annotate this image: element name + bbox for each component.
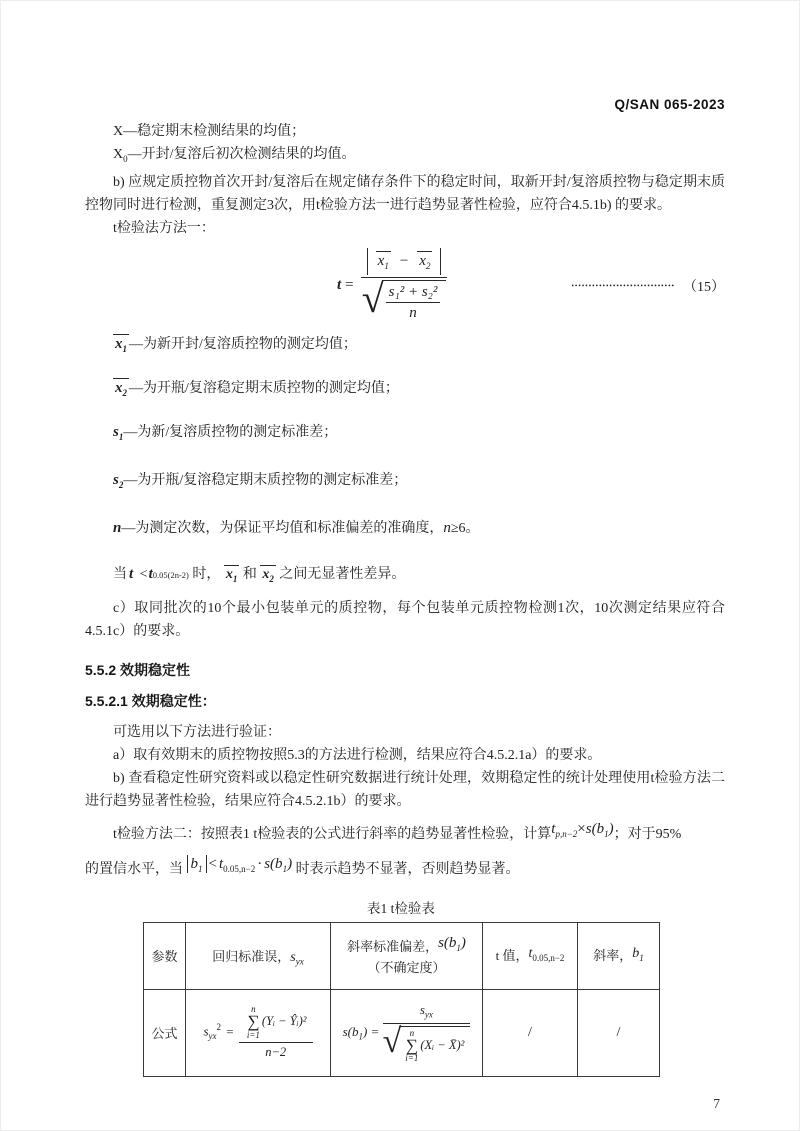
- formula-sb1: $s(b_1)$ = $s_{yx}$ √ n ∑ i=1 (Xᵢ − X̄)²: [331, 989, 483, 1076]
- table-header-row: [144, 922, 660, 989]
- definition-x2: $x_2$ —为开瓶/复溶稳定期末质控物的测定均值；: [115, 379, 399, 398]
- t-method1-label: t检验法方法一：: [113, 220, 215, 236]
- header-cell-sb1: 斜率标准偏差，$s(b_1)$ （不确定度）: [331, 922, 483, 989]
- table-caption: 表1 t检验表: [367, 900, 435, 916]
- formula-15-expression: t = $x_1 - x_2$ √ $\frac{\text{s₁² + s₂²}}{n}$: [337, 248, 447, 323]
- formula-number: （15）: [683, 279, 725, 295]
- definition-n: n—为测定次数，为保证平均值和标准偏差的准确度，n≥6。: [113, 519, 480, 536]
- slope-cell: /: [578, 989, 660, 1076]
- doc-number: Q/SAN 065-2023: [614, 97, 725, 112]
- formula-row-label: 公式: [144, 989, 186, 1076]
- t-test-table: [143, 922, 660, 1077]
- tvalue-cell: /: [483, 989, 578, 1076]
- header-cell-slope: 斜率，$b_1$: [578, 922, 660, 989]
- header-cell-tvalue: t 值，$t_{0.05,n-2}$: [483, 922, 578, 989]
- item-a: a）取有效期末的质控物按照5.3的方法进行检测，结果应符合4.5.2.1a）的要求。: [113, 747, 602, 763]
- heading-5-5-2: 5.5.2 效期稳定性: [85, 661, 191, 678]
- paragraph-b: b) 应规定质控物首次开封/复溶后在规定储存条件下的稳定时间，取新开封/复溶质控物与稳定期末质控物同时进行检测，重复测定3次，用t检验方法一进行趋势显著性检验，应符合4.5.1b) 的要求。: [85, 174, 725, 213]
- page-number: 7: [713, 1096, 720, 1111]
- formula-15: [85, 246, 725, 326]
- t-method2-line2: 的置信水平，当 $b_1 < t_{0.05,n-2} \cdot s(b_1)$ 时表示趋势不显著，否则趋势显著。: [85, 855, 520, 877]
- heading-5-5-2-1: 5.5.2.1 效期稳定性：: [85, 692, 216, 709]
- formula-syx: $s_{yx}^2$ = n ∑ i=1 (Yᵢ − Ŷᵢ)² n−2: [186, 989, 331, 1076]
- definition-s2: $s_2—$为开瓶/复溶稳定期末质控物的测定标准差；: [113, 471, 408, 490]
- t-method2-paragraph: [85, 819, 725, 889]
- def-line-x: X—稳定期末检测结果的均值；: [113, 124, 306, 139]
- paragraph-c: c）取同批次的10个最小包装单元的质控物，每个包装单元质控物检测1次，10次测定结果应符合4.5.1c）的要求。: [85, 600, 725, 639]
- sqrt-sign: √: [361, 276, 384, 322]
- verify-intro: 可选用以下方法进行验证：: [113, 724, 281, 740]
- definition-s1: $s_1—$为新/复溶质控物的测定标准差；: [113, 423, 338, 442]
- conclusion-line: 当 t <t0.05(2n-2) 时， $x_1$ 和 $x_2$ 之间无显著性差异。: [113, 565, 406, 584]
- item-b: b) 查看稳定性研究资料或以稳定性研究数据进行统计处理，效期稳定性的统计处理使用t检验方法二进行趋势显著性检验，结果应符合4.5.2.1b）的要求。: [85, 770, 725, 809]
- dotted-leader: ••••••••••••••••••••••••••••••: [571, 281, 675, 290]
- header-cell-parameter: 参数: [144, 922, 186, 989]
- t-method2-line1: t检验方法二：按照表1 t检验表的公式进行斜率的趋势显著性检验，计算$t_{p,n-2}\times s(b_1)$；对于95%: [113, 820, 682, 842]
- table-formula-row: [144, 989, 660, 1076]
- sqrt-sign: √: [382, 1022, 402, 1060]
- header-cell-syx: 回归标准误，$s_{yx}$: [186, 922, 331, 989]
- def-line-x0: $X_0—$开封/复溶后初次检测结果的均值。: [113, 147, 356, 164]
- definition-x1: $x_1$ —为新开封/复溶质控物的测定均值；: [115, 335, 357, 354]
